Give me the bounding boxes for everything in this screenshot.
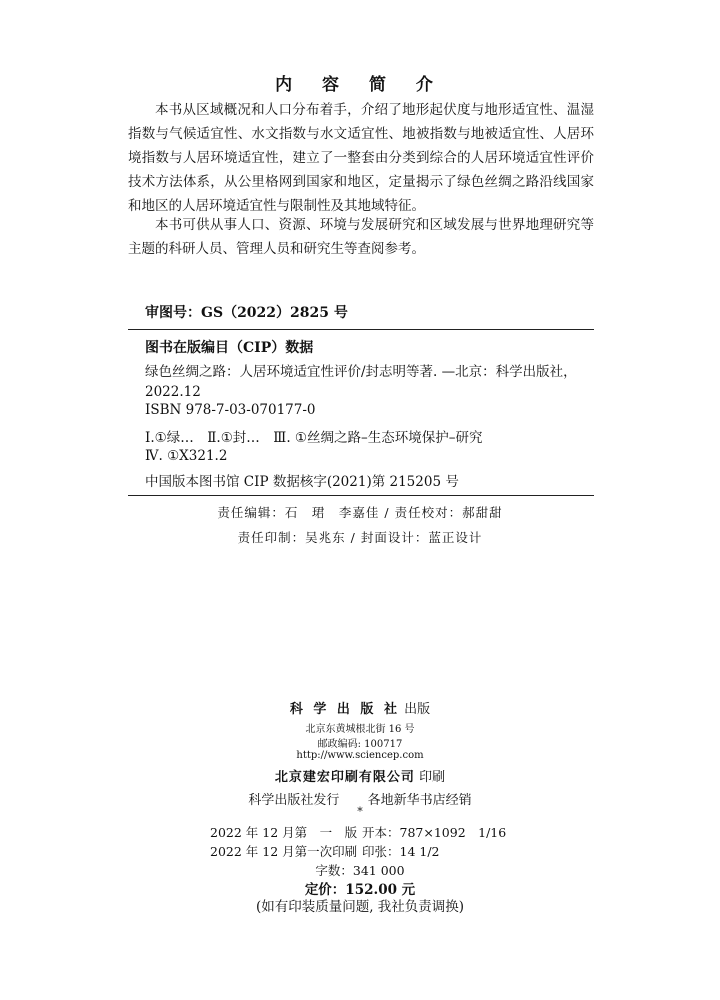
publisher-postcode: 邮政编码: 100717 [317, 739, 403, 750]
cip-verification: 中国版本图书馆 CIP 数据核字(2021)第 215205 号 [145, 474, 459, 490]
publisher-line [0, 698, 720, 717]
cip-classification-2: Ⅳ. ①X321.2 [145, 448, 228, 464]
printing-date: 2022 年 12 月第一次印刷 [210, 844, 358, 859]
cip-title-line: 绿色丝绸之路：人居环境适宜性评价/封志明等著. —北京：科学出版社，2022.12 [145, 364, 577, 400]
divider-top [128, 329, 594, 330]
printer-line [0, 766, 720, 785]
publisher-address: 北京东黄城根北街 16 号 [305, 724, 415, 735]
staff-line-1: 责任编辑：石 珺 李嘉佳 / 责任校对：郝甜甜 [217, 505, 503, 520]
cip-classification-1: Ⅰ.①绿… Ⅱ.①封… Ⅲ. ①丝绸之路–生态环境保护–研究 [145, 430, 483, 446]
printed-sheets: 印张：14 1/2 [362, 844, 440, 859]
quality-notice: (如有印装质量问题, 我社负责调换) [255, 899, 465, 915]
book-format: 开本：787×1092 1/16 [362, 825, 507, 840]
intro-paragraph-1: 本书从区域概况和人口分布着手，介绍了地形起伏度与地形适宜性、温湿指数与气候适宜性、水文指数与水文适宜性、地被指数与地被适宜性、人居环境指数与人居环境适宜性，建立了一整套由分类到综合的人居环境适宜性评价技术方法体系，从公里格网到国家和地区，定量揭示了绿色丝绸之路沿线国家和地区的人居环境适宜性与限制性及其地域特征。 [128, 102, 594, 214]
seller: 各地新华书店经销 [367, 793, 472, 808]
publisher-url: http://www.sciencep.com [296, 750, 424, 761]
cip-heading: 图书在版编目（CIP）数据 [145, 340, 314, 356]
printer-name: 北京建宏印刷有限公司 [274, 770, 415, 785]
map-review-number: 审图号：GS（2022）2825 号 [145, 305, 348, 321]
divider-bottom [128, 495, 594, 496]
page-title: 内 容 简 介 [275, 75, 445, 95]
price: 定价：152.00 元 [304, 882, 416, 898]
publisher-name: 科 学 出 版 社 [289, 702, 400, 717]
edition-date: 2022 年 12 月第 一 版 [210, 825, 358, 840]
cip-isbn: ISBN 978-7-03-070177-0 [145, 402, 316, 418]
publisher-action: 出版 [404, 702, 431, 717]
word-count: 字数：341 000 [315, 863, 405, 878]
printer-action: 印刷 [419, 770, 446, 785]
staff-line-2: 责任印制：吴兆东 / 封面设计：蓝正设计 [237, 530, 483, 545]
issuer: 科学出版社发行 [248, 793, 340, 808]
separator-star: * [357, 805, 363, 818]
intro-paragraph-2: 本书可供从事人口、资源、环境与发展研究和区域发展与世界地理研究等主题的科研人员、管理人员和研究生等查阅参考。 [128, 217, 594, 257]
